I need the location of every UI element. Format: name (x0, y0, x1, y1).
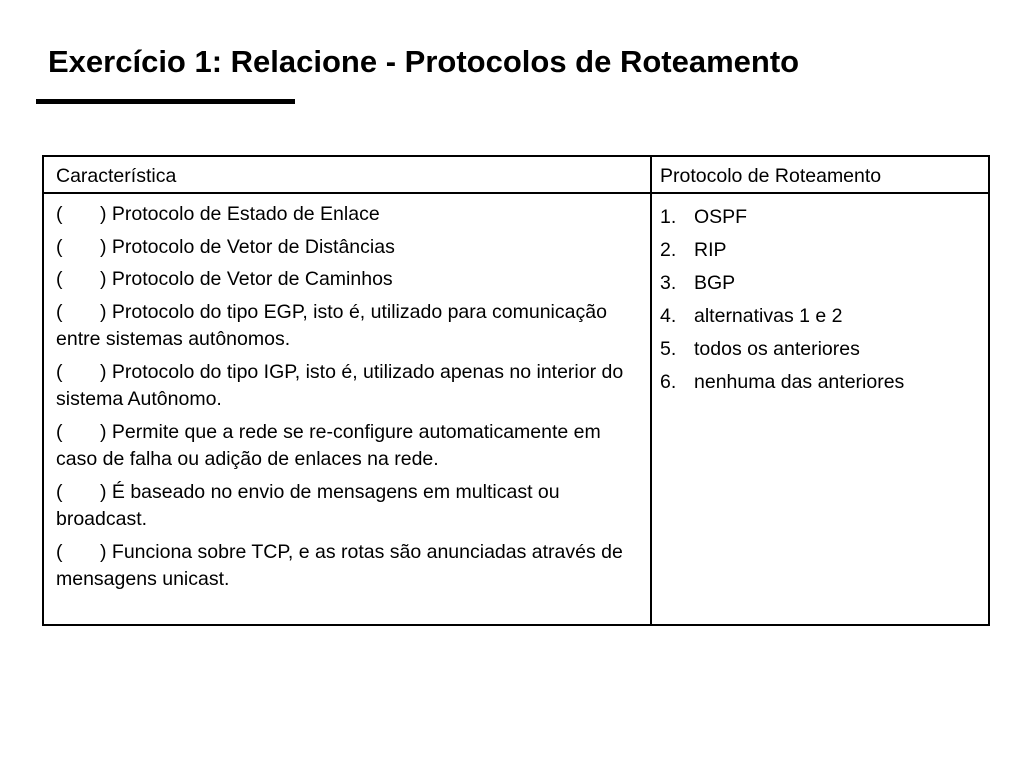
characteristics-cell (56, 201, 646, 599)
header-divider (44, 192, 988, 194)
characteristic-item: ( ) Protocolo de Vetor de Caminhos (56, 268, 393, 290)
protocol-option: 1. OSPF (660, 206, 748, 228)
header-routing-protocol: Protocolo de Roteamento (660, 165, 882, 187)
protocol-option: 2. RIP (660, 239, 727, 261)
header-characteristic: Característica (56, 165, 177, 187)
characteristic-item: ( ) Protocolo de Vetor de Distâncias (56, 235, 395, 258)
protocol-option: 6. nenhuma das anteriores (660, 371, 905, 393)
title-underline (36, 99, 295, 104)
protocol-option: 5. todos os anteriores (660, 338, 860, 360)
characteristic-item: ( ) Protocolo do tipo EGP, isto é, utilizado para comunicação entre sistemas autônomos. (56, 300, 607, 350)
slide-title: Exercício 1: Relacione - Protocolos de Roteamento (48, 44, 800, 79)
characteristic-item: ( ) Permite que a rede se re-configure automaticamente em caso de falha ou adição de enlaces na rede. (56, 420, 601, 470)
characteristic-item: ( ) Protocolo do tipo IGP, isto é, utilizado apenas no interior do sistema Autônomo. (56, 360, 624, 410)
characteristic-item: ( ) Protocolo de Estado de Enlace (56, 203, 380, 225)
matching-table (42, 155, 990, 626)
protocol-option: 4. alternativas 1 e 2 (660, 305, 843, 327)
characteristic-item: ( ) É baseado no envio de mensagens em multicast ou broadcast. (56, 480, 560, 530)
protocol-options-cell (660, 201, 980, 399)
characteristic-item: ( ) Funciona sobre TCP, e as rotas são anunciadas através de mensagens unicast. (56, 540, 623, 590)
protocol-option: 3. BGP (660, 272, 736, 294)
column-divider (650, 157, 652, 624)
